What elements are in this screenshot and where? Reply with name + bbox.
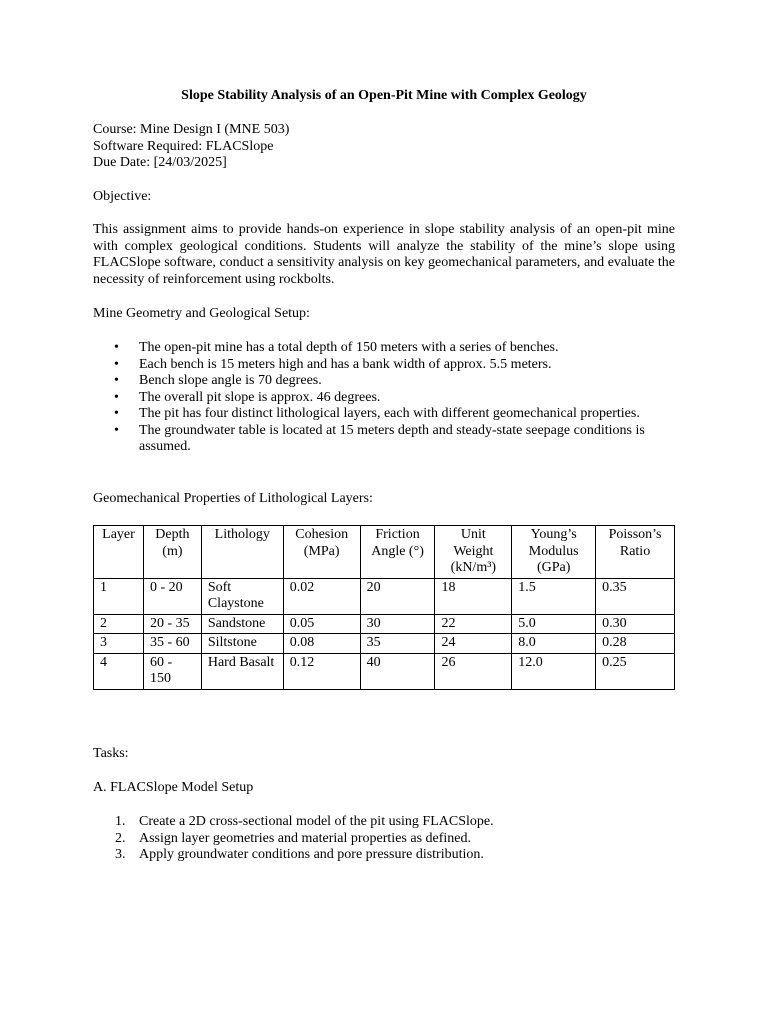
table-cell: 4 <box>94 653 144 689</box>
bullet-item: • The open-pit mine has a total depth of 150 meters with a series of benches. <box>93 340 675 357</box>
table-cell: 12.0 <box>512 653 596 689</box>
section-a-heading: A. FLACSlope Model Setup <box>93 780 254 795</box>
tasks-heading: Tasks: <box>93 746 129 761</box>
list-item <box>93 814 675 831</box>
table-cell: 0.08 <box>283 634 360 654</box>
column-header: Unit Weight (kN/m³) <box>435 526 512 579</box>
table-row <box>94 653 675 689</box>
table-cell: Hard Basalt <box>201 653 283 689</box>
step-text: Apply groundwater conditions and pore pressure distribution. <box>139 847 484 862</box>
column-header: Young’s Modulus (GPa) <box>512 526 596 579</box>
step-text: Create a 2D cross-sectional model of the pit using FLACSlope. <box>139 814 494 829</box>
properties-table <box>93 525 675 690</box>
step-number: 1. <box>115 814 126 829</box>
objective-heading: Objective: <box>93 189 152 204</box>
table-row <box>94 634 675 654</box>
table-cell: Soft Claystone <box>201 578 283 614</box>
bullet-item: • The pit has four distinct lithological layers, each with different geomechanical properties. <box>93 406 675 423</box>
table-row <box>94 614 675 634</box>
section-a-steps <box>93 814 675 864</box>
table-cell: 22 <box>435 614 512 634</box>
column-header: Cohesion (MPa) <box>283 526 360 579</box>
table-cell: 20 <box>360 578 435 614</box>
table-cell: 30 <box>360 614 435 634</box>
list-item <box>93 831 675 848</box>
table-cell: 18 <box>435 578 512 614</box>
table-cell: Siltstone <box>201 634 283 654</box>
table-cell: 1 <box>94 578 144 614</box>
step-number: 2. <box>115 830 126 846</box>
bullet-item: • The overall pit slope is approx. 46 degrees. <box>93 390 675 407</box>
table-cell: 0.25 <box>596 653 675 689</box>
table-header-row <box>94 526 675 579</box>
column-header: Friction Angle (°) <box>360 526 435 579</box>
bullet-item: • Each bench is 15 meters high and has a bank width of approx. 5.5 meters. <box>93 357 675 374</box>
table-cell: 0.28 <box>596 634 675 654</box>
course-line: Course: Mine Design I (MNE 503) <box>93 122 290 137</box>
table-cell: 2 <box>94 614 144 634</box>
table-cell: 5.0 <box>512 614 596 634</box>
bullet-item: • The groundwater table is located at 15 meters depth and steady-state seepage conditions is assumed. <box>93 423 675 456</box>
table-cell: 26 <box>435 653 512 689</box>
column-header: Lithology <box>201 526 283 579</box>
geometry-bullet-list <box>93 340 675 456</box>
table-cell: 24 <box>435 634 512 654</box>
table-cell: 0 - 20 <box>143 578 201 614</box>
table-cell: 35 <box>360 634 435 654</box>
table-row <box>94 578 675 614</box>
list-item <box>93 847 675 864</box>
table-cell: 40 <box>360 653 435 689</box>
table-cell: 8.0 <box>512 634 596 654</box>
column-header: Poisson’s Ratio <box>596 526 675 579</box>
table-cell: 20 - 35 <box>143 614 201 634</box>
table-cell: 60 - 150 <box>143 653 201 689</box>
table-cell: 0.30 <box>596 614 675 634</box>
table-cell: 0.35 <box>596 578 675 614</box>
step-number: 3. <box>115 847 126 862</box>
table-cell: 1.5 <box>512 578 596 614</box>
column-header: Layer <box>94 526 144 579</box>
geometry-heading: Mine Geometry and Geological Setup: <box>93 306 310 321</box>
bullet-item: • Bench slope angle is 70 degrees. <box>93 373 675 390</box>
table-cell: 0.12 <box>283 653 360 689</box>
table-cell: 3 <box>94 634 144 654</box>
software-line: Software Required: FLACSlope <box>93 138 274 154</box>
step-text: Assign layer geometries and material properties as defined. <box>139 830 471 846</box>
properties-heading: Geomechanical Properties of Lithological Layers: <box>93 491 373 506</box>
table-cell: 0.05 <box>283 614 360 634</box>
objective-paragraph: This assignment aims to provide hands-on experience in slope stability analysis of an open-pit mine with complex geological conditions. Students will analyze the stability of the mine’s slope using FLACSlope software, conduct a sensitivity analysis on key geomechanical parameters, and evaluate the necessity of reinforcement using rockbolts. <box>93 222 675 287</box>
table-cell: 35 - 60 <box>143 634 201 654</box>
table-cell: Sandstone <box>201 614 283 634</box>
column-header: Depth (m) <box>143 526 201 579</box>
table-cell: 0.02 <box>283 578 360 614</box>
due-date-line: Due Date: [24/03/2025] <box>93 155 227 170</box>
course-info <box>93 122 675 172</box>
document-title: Slope Stability Analysis of an Open-Pit Mine with Complex Geology <box>181 88 587 103</box>
